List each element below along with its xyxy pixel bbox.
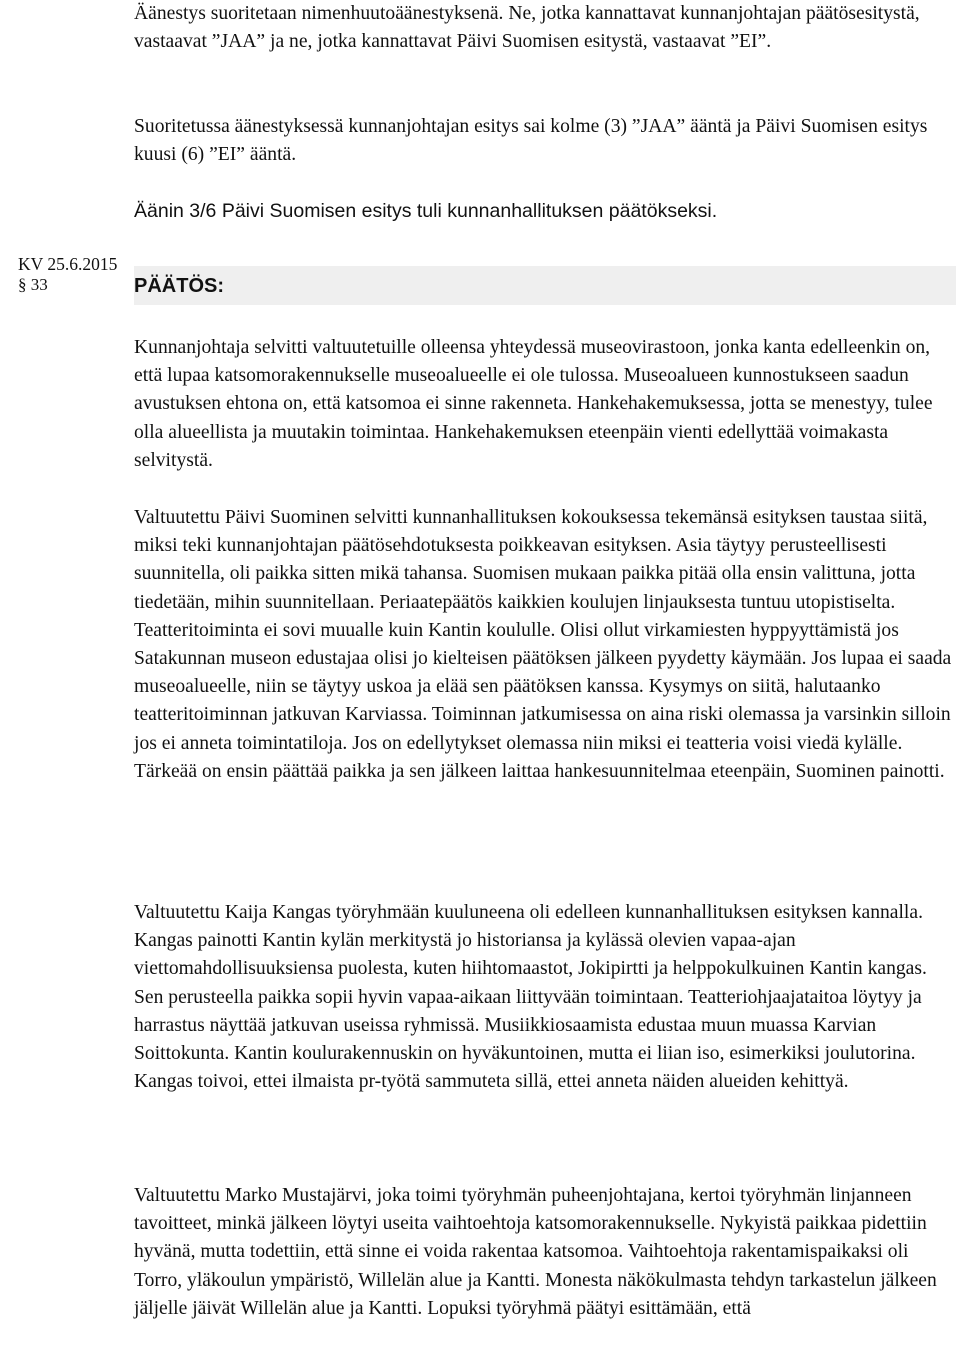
paragraph-marko-mustajarvi: Valtuutettu Marko Mustajärvi, joka toimi työryhmän puheenjohtajana, kertoi työryhmän linjanneen tavoitteet, minkä jälkeen löytyi useita vaihtoehtoja katsomorakennukselle. Nykyistä paikkaa pidettiin hyvänä, mutta todettiin, että sinne ei voida rakentaa katsomoa. Vaihtoehtoja rakentamispaikaksi oli Torro, yläkoulun ympäristö, Willelän alue ja Kantti. Monesta näkökulmasta tehdyn tarkastelun jälkeen jäljelle jäivät Willelän alue ja Kantti. Lopuksi työryhmä päätyi esittämään, että <box>134 1185 937 1319</box>
paragraph-paivi-suominen: Valtuutettu Päivi Suominen selvitti kunnanhallituksen kokouksessa tekemänsä esityksen taustaa siitä, miksi teki kunnanjohtajan päätösehdotuksesta poikkeavan esityksen. Asia täytyy perusteellisesti suunnitella, oli paikka sitten mikä tahansa. Suomisen mukaan paikka pitää olla ensin valittuna, jotta tiedetään, mihin suunnitellaan. Periaatepäätös kaikkien koulujen linjauksesta tuntuu utopistiselta. Teatteritoiminta ei sovi muualle kuin Kantin koululle. Olisi ollut virkamiesten hyppyyttämistä jos Satakunnan museon edustajaa olisi jo kielteisen päätöksen jälkeen pyydetty käymään. Jos lupaa ei saada museoalueelle, niin se täytyy uskoa ja elää sen päätöksen kanssa. Kysymys on siitä, halutaanko teatteritoiminnan jatkuvan Karviassa. Toiminnan jatkumisessa on aina riski olemassa ja varsinkin silloin jos ei anneta toimintatiloja. Jos on edellytykset olemassa niin miksi ei teatteria voisi viedä kylälle. Tärkeää on ensin päättää paikka ja sen jälkeen laittaa hankesuunnitelmaa eteenpäin, Suominen painotti. <box>134 507 952 782</box>
decision-heading: PÄÄTÖS: <box>134 275 224 297</box>
intro-paragraph-voting-result: Suoritetussa äänestyksessä kunnanjohtajan esitys sai kolme (3) ”JAA” ääntä ja Päivi Suomisen esitys kuusi (6) ”EI” ääntä. <box>134 116 928 166</box>
meeting-date-label: KV 25.6.2015 <box>18 254 118 274</box>
paragraph-kaija-kangas: Valtuutettu Kaija Kangas työryhmään kuuluneena oli edelleen kunnanhallituksen esityksen kannalla. Kangas painotti Kantin kylän merkitystä jo historiansa ja kylässä olevien vapaa-ajan viettomahdollisuuksiensa puolesta, kuten hiihtomaastot, Jokipirtti ja helppokulkuinen Kantin kangas. Sen perusteella paikka sopii hyvin vapaa-aikaan liittyvään toimintaan. Teatteriohjaajataitoa löytyy ja harrastus näyttää jatkuvan useissa ryhmissä. Musiikkiosaamista edustaa muun muassa Karvian Soittokunta. Kantin koulurakennuskin on hyväkuntoinen, mutta ei liian iso, esimerkiksi joulutorina. Kangas toivoi, ettei ilmaista pr-työtä sammuteta sillä, ettei anneta näiden alueiden kehittyä. <box>134 902 927 1093</box>
section-number-label: § 33 <box>18 275 48 294</box>
decision-heading-band <box>134 266 956 305</box>
paragraph-municipal-manager: Kunnanjohtaja selvitti valtuutetuille olleensa yhteydessä museovirastoon, jonka kanta edelleenkin on, että lupaa katsomorakennukselle museoalueelle ei ole tulossa. Museoalueen kunnostukseen saadun avustuksen ehtona on, että katsomoa ei sinne rakenneta. Hankehakemuksessa, jotta se menestyy, tulee olla alueellista ja muutakin toimintaa. Hankehakemuksen eteenpäin vienti edellyttää voimakasta selvitystä. <box>134 337 933 471</box>
intro-paragraph-voting-method: Äänestys suoritetaan nimenhuutoäänestyksenä. Ne, jotka kannattavat kunnanjohtajan päätösesitystä, vastaavat ”JAA” ja ne, jotka kannattavat Päivi Suomisen esitystä, vastaavat ”EI”. <box>134 3 920 53</box>
vote-result-line: Äänin 3/6 Päivi Suomisen esitys tuli kunnanhallituksen päätökseksi. <box>134 200 718 222</box>
